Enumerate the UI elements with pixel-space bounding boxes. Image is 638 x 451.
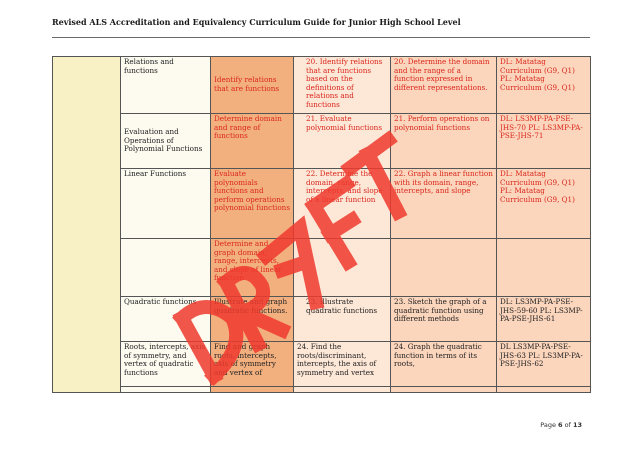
table-row bbox=[53, 114, 591, 169]
competency-cell: 21. Evaluate polynomial functions bbox=[294, 114, 391, 169]
objective-cell: 21. Perform operations on polynomial functions bbox=[391, 114, 497, 169]
topic-cell: Evaluation and Operations of Polynomial Functions bbox=[121, 114, 211, 169]
objective-cell: 22. Graph a linear function with its domain, range, intercepts, and slope bbox=[391, 169, 497, 239]
objective-cell: 23. Sketch the graph of a quadratic function using different methods bbox=[391, 297, 497, 342]
code-cell: DL LS3MP-PA-PSE-JHS-63 PL: LS3MP-PA-PSE-JHS-62 bbox=[497, 342, 591, 387]
table-row bbox=[53, 297, 591, 342]
content-cell: Illustrate and graph quadratic functions. bbox=[211, 297, 294, 342]
topic-cell bbox=[121, 239, 211, 297]
page-of-label: of bbox=[562, 421, 573, 429]
code-cell: DL: Matatag Curriculum (G9, Q1) PL: Matatag Curriculum (G9, Q1) bbox=[497, 169, 591, 239]
content-cell: Evaluate polynomials functions and perform operations polynomial functions bbox=[211, 169, 294, 239]
content-cell: Identify relations that are functions bbox=[211, 57, 294, 114]
table-row bbox=[53, 342, 591, 387]
topic-cell: Quadratic functions bbox=[121, 297, 211, 342]
code-cell bbox=[497, 239, 591, 297]
page-number bbox=[540, 421, 582, 429]
objective-cell: 20. Determine the domain and the range of a function expressed in different representations. bbox=[391, 57, 497, 114]
content-cell: Determine domain and range of functions bbox=[211, 114, 294, 169]
code-cell: DL: LS3MP-PA-PSE-JHS-59-60 PL: LS3MP-PA-PSE-JHS-61 bbox=[497, 297, 591, 342]
competency-cell: 20. Identify relations that are functions based on the definitions of relations and functions bbox=[294, 57, 391, 114]
document-header: Revised ALS Accreditation and Equivalency Curriculum Guide for Junior High School Level bbox=[52, 17, 461, 27]
table-row bbox=[53, 239, 591, 297]
objective-cell bbox=[391, 239, 497, 297]
header-rule bbox=[52, 37, 590, 38]
table-row bbox=[53, 169, 591, 239]
competency-cell: 22. Determine the domain, range, intercepts, and slope of a linear function bbox=[294, 169, 391, 239]
empty-cell bbox=[121, 387, 211, 393]
code-cell: DL: LS3MP-PA-PSE-JHS-70 PL: LS3MP-PA-PSE-JHS-71 bbox=[497, 114, 591, 169]
table-row bbox=[53, 57, 591, 114]
current-page: 6 bbox=[558, 421, 563, 429]
competency-cell: 23. Illustrate quadratic functions bbox=[294, 297, 391, 342]
total-pages: 13 bbox=[572, 421, 582, 429]
page-label: Page bbox=[540, 421, 559, 429]
table-row bbox=[53, 387, 591, 393]
topic-cell: Roots, intercepts, axis of symmetry, and vertex of quadratic functions bbox=[121, 342, 211, 387]
empty-cell bbox=[391, 387, 497, 393]
empty-cell bbox=[497, 387, 591, 393]
content-cell: Find and graph roots, intercepts, axis of symmetry and vertex of bbox=[211, 342, 294, 387]
topic-cell: Relations and functions bbox=[121, 57, 211, 114]
objective-cell: 24. Graph the quadratic function in terms of its roots, bbox=[391, 342, 497, 387]
strand-cell bbox=[53, 57, 121, 393]
empty-cell bbox=[294, 387, 391, 393]
content-cell: Determine and graph domain, range, intercepts, and slope of linear function bbox=[211, 239, 294, 297]
competency-cell: 24. Find the roots/discriminant, intercepts, the axis of symmetry and vertex bbox=[294, 342, 391, 387]
curriculum-table bbox=[52, 56, 591, 393]
topic-cell: Linear Functions bbox=[121, 169, 211, 239]
empty-cell bbox=[211, 387, 294, 393]
competency-cell bbox=[294, 239, 391, 297]
code-cell: DL: Matatag Curriculum (G9, Q1) PL: Matatag Curriculum (G9, Q1) bbox=[497, 57, 591, 114]
